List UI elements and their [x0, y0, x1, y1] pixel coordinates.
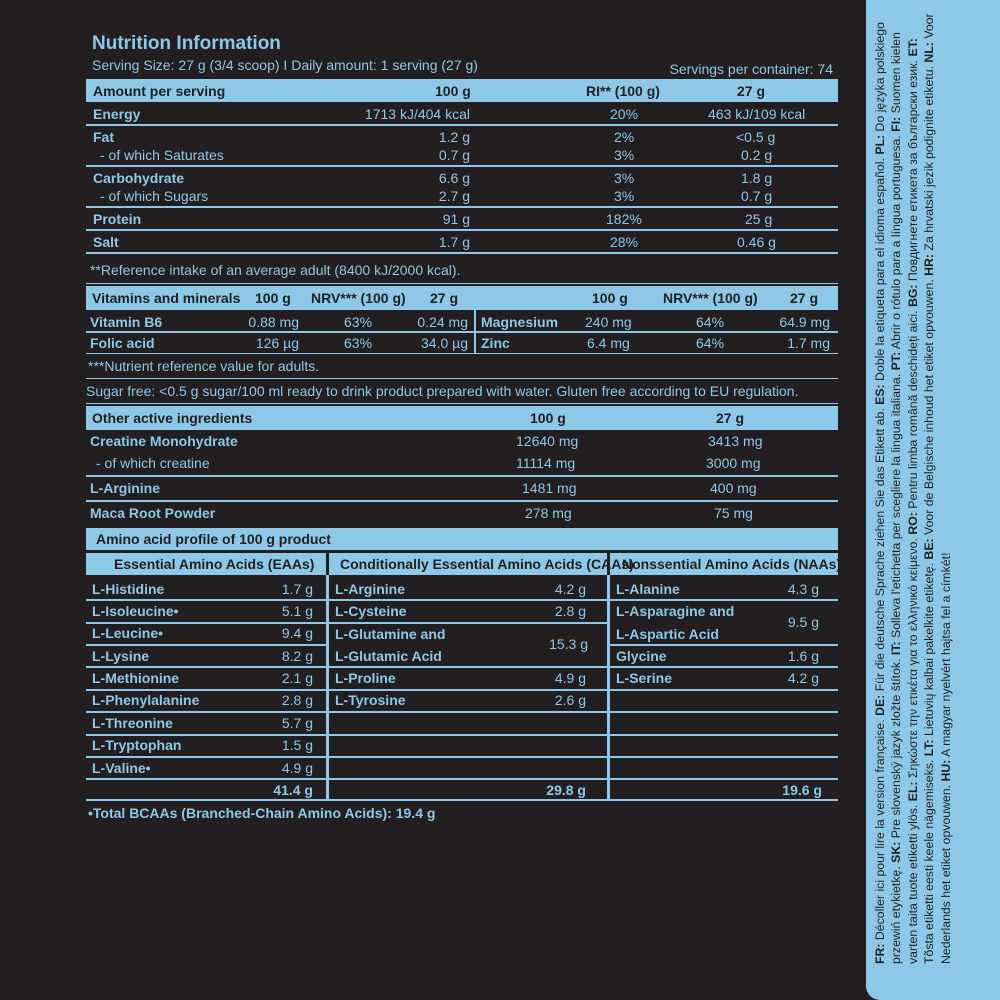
- caa-name: L-Glutamine and: [335, 626, 446, 642]
- lang-text: Pre slovenský jazyk zložte štítok.: [889, 658, 904, 839]
- caa-name: L-Cysteine: [335, 603, 407, 619]
- divider: [610, 689, 838, 691]
- eaa-name: L-Threonine: [92, 715, 173, 731]
- eaa-name: L-Methionine: [92, 670, 180, 686]
- carbohydrate-100g: 6.6 g: [438, 170, 470, 186]
- divider: [86, 644, 326, 646]
- lang-code: ES:: [873, 384, 887, 405]
- zinc-100g: 6.4 mg: [587, 335, 630, 351]
- energy-100g: 1713 kJ/404 kcal: [364, 106, 470, 122]
- creatine-sub-100g: 11114 mg: [516, 455, 576, 471]
- zinc-27g: 1.7 mg: [787, 335, 830, 351]
- saturates-27g: 0.2 g: [741, 147, 773, 163]
- divider: [86, 778, 838, 780]
- nutrient-protein: Protein: [93, 211, 142, 227]
- saturates-100g: 0.7 g: [438, 147, 470, 163]
- divider: [329, 599, 607, 601]
- eaa-name: L-Leucine•: [92, 625, 164, 641]
- creatine-name: Creatine Monohydrate: [90, 433, 238, 449]
- arginine-27g: 400 mg: [710, 480, 757, 496]
- lang-text: Solleva l'etichetta per scegliere la lingua italiana.: [889, 373, 904, 638]
- lang-code: EL:: [905, 781, 920, 802]
- divider: [86, 666, 326, 668]
- lang-text: Повдигнете етикета за български език.: [905, 59, 920, 282]
- eaa-value: 4.9 g: [281, 760, 313, 776]
- lang-code: HR:: [922, 253, 937, 276]
- lang-text: Lietuvių kalbai pakelkite etiketę.: [922, 562, 937, 736]
- magnesium-name: Magnesium: [481, 314, 559, 330]
- caa-total: 29.8 g: [546, 782, 586, 798]
- divider: [86, 124, 838, 126]
- vitamin-b6-27g: 0.24 mg: [417, 314, 468, 330]
- lang-text: Suomen kielen varten taita tuote etiketti ylös.: [889, 32, 920, 964]
- naa-name: L-Asparagine and: [616, 603, 735, 619]
- eaa-name: L-Lysine: [92, 648, 150, 664]
- zinc-nrv: 64%: [696, 335, 725, 351]
- caa-name: L-Proline: [335, 670, 396, 686]
- divider: [86, 475, 838, 477]
- eaa-name: L-Tryptophan: [92, 737, 182, 753]
- vitamins-header-100g: 100 g: [255, 290, 291, 306]
- caa-value: 2.6 g: [554, 692, 586, 708]
- protein-100g: 91 g: [442, 211, 470, 227]
- nutrient-energy: Energy: [93, 106, 141, 122]
- maca-name: Maca Root Powder: [90, 505, 216, 521]
- lang-text: Za hrvatski jezik podignite etiketu.: [922, 66, 937, 251]
- divider: [86, 378, 838, 379]
- nutrition-header-27g: 27 g: [737, 83, 766, 99]
- divider: [86, 599, 326, 601]
- sugars-27g: 0.7 g: [741, 188, 773, 204]
- energy-27g: 463 kJ/109 kcal: [708, 106, 806, 122]
- divider: [86, 711, 326, 713]
- divider: [329, 756, 607, 758]
- divider: [86, 403, 838, 404]
- divider: [86, 689, 326, 691]
- lang-code: PT:: [889, 351, 904, 371]
- naa-name: L-Aspartic Acid: [616, 626, 719, 642]
- vitamins-header-nrv: NRV*** (100 g): [311, 290, 406, 306]
- divider: [86, 353, 838, 354]
- fat-ri: 2%: [614, 129, 635, 145]
- vitamin-b6-nrv: 63%: [344, 314, 373, 330]
- saturates-ri: 3%: [614, 147, 635, 163]
- peel-instructions: [866, 0, 1000, 1000]
- page-title: Nutrition Information: [92, 33, 281, 54]
- divider: [610, 644, 838, 646]
- carbohydrate-ri: 3%: [614, 170, 635, 186]
- divider: [329, 666, 607, 668]
- lang-code: SK:: [889, 841, 904, 863]
- lang-code: NL:: [922, 42, 937, 63]
- caa-value: 2.8 g: [554, 603, 586, 619]
- nutrient-salt: Salt: [93, 234, 119, 250]
- bcaa-note: •Total BCAAs (Branched-Chain Amino Acids): 19.4 g: [88, 805, 436, 821]
- naa-value: 4.2 g: [787, 670, 819, 686]
- eaa-value: 9.4 g: [281, 625, 313, 641]
- eaa-value: 1.7 g: [281, 581, 313, 597]
- sugars-100g: 2.7 g: [438, 188, 470, 204]
- active-header-name: Other active ingredients: [92, 410, 253, 426]
- nutrition-header-amount: Amount per serving: [93, 83, 226, 99]
- lang-code: BE:: [922, 538, 937, 560]
- creatine-sub-27g: 3000 mg: [706, 455, 761, 471]
- arginine-100g: 1481 mg: [522, 480, 577, 496]
- eaa-name: L-Histidine: [92, 581, 165, 597]
- lang-code: BG:: [905, 284, 920, 308]
- active-header-27g: 27 g: [716, 410, 745, 426]
- divider: [329, 711, 607, 713]
- minerals-header-nrv: NRV*** (100 g): [663, 290, 758, 306]
- lang-text: Doble la etiqueta para el idioma español.: [873, 158, 887, 381]
- caa-header: Conditionally Essential Amino Acids (CAAs): [340, 556, 634, 572]
- minerals-header-27g: 27 g: [790, 290, 819, 306]
- folic-acid-name: Folic acid: [90, 335, 155, 351]
- lang-text: Σηκώστε την ετικέτα για το ελληνικό κείμενο.: [905, 538, 920, 779]
- minerals-header-100g: 100 g: [592, 290, 628, 306]
- lang-code: LT:: [922, 739, 937, 757]
- zinc-name: Zinc: [481, 335, 510, 351]
- eaa-value: 1.5 g: [281, 737, 313, 753]
- magnesium-nrv: 64%: [696, 314, 725, 330]
- naa-name: Glycine: [616, 648, 667, 664]
- energy-ri: 20%: [610, 106, 639, 122]
- caa-name: L-Arginine: [335, 581, 405, 597]
- divider: [86, 229, 838, 231]
- divider: [86, 799, 838, 801]
- divider: [326, 575, 329, 799]
- creatine-27g: 3413 mg: [708, 433, 763, 449]
- naa-value: 9.5 g: [787, 614, 819, 630]
- eaa-value: 5.1 g: [281, 603, 313, 619]
- lang-code: ET:: [905, 38, 920, 57]
- lang-code: IT:: [889, 641, 904, 656]
- eaa-name: L-Phenylalanine: [92, 692, 200, 708]
- creatine-sub-name: - of which creatine: [96, 455, 210, 471]
- lang-text: Abrir o rótulo para a língua portuguesa.: [889, 135, 904, 350]
- vitamins-header-name: Vitamins and minerals: [92, 290, 241, 306]
- lang-code: DE:: [873, 694, 887, 716]
- caa-value: 4.2 g: [554, 581, 586, 597]
- divider: [86, 206, 838, 208]
- caa-value: 15.3 g: [549, 636, 588, 652]
- divider: [610, 756, 838, 758]
- serving-size: Serving Size: 27 g (3/4 scoop) I Daily amount: 1 serving (27 g): [92, 57, 478, 73]
- divider: [86, 283, 838, 284]
- eaa-value: 2.1 g: [281, 670, 313, 686]
- eaa-total: 41.4 g: [273, 782, 313, 798]
- vitamin-b6-100g: 0.88 mg: [248, 314, 299, 330]
- nutrition-header-ri: RI** (100 g): [586, 83, 660, 99]
- lang-code: PL:: [873, 134, 887, 155]
- eaa-value: 2.8 g: [281, 692, 313, 708]
- caa-name: L-Glutamic Acid: [335, 648, 442, 664]
- eaa-value: 8.2 g: [281, 648, 313, 664]
- eaa-name: L-Valine•: [92, 760, 151, 776]
- carbohydrate-27g: 1.8 g: [741, 170, 773, 186]
- lang-text: Voor de Belgische inhoud het etiket opvouwen.: [922, 279, 937, 535]
- divider: [86, 252, 838, 254]
- naa-value: 4.3 g: [787, 581, 819, 597]
- protein-27g: 25 g: [745, 211, 773, 227]
- divider: [610, 599, 838, 601]
- nutrient-sugars: - of which Sugars: [100, 188, 209, 204]
- divider: [610, 734, 838, 736]
- lang-text: A magyar nyelvért hajtsa fel a címkét!: [938, 552, 953, 757]
- eaa-value: 5.7 g: [281, 715, 313, 731]
- lang-text: Tõsta etiketti eesti keele nägemiseks.: [922, 759, 937, 964]
- salt-100g: 1.7 g: [438, 234, 470, 250]
- naa-value: 1.6 g: [787, 648, 819, 664]
- fat-100g: 1.2 g: [438, 129, 470, 145]
- naa-total: 19.6 g: [782, 782, 822, 798]
- nutrition-header-100g: 100 g: [435, 83, 471, 99]
- amino-title: Amino acid profile of 100 g product: [96, 531, 331, 547]
- divider: [86, 331, 838, 333]
- lang-text: Für die deutsche Sprache ziehen Sie das Etikett ab.: [873, 408, 887, 692]
- magnesium-100g: 240 mg: [585, 314, 632, 330]
- divider: [329, 622, 607, 624]
- lang-code: RO:: [905, 512, 920, 535]
- sugars-ri: 3%: [614, 188, 635, 204]
- lang-text: Décoller ici pour lire la version française.: [873, 719, 887, 941]
- divider: [86, 622, 326, 624]
- magnesium-27g: 64.9 mg: [779, 314, 830, 330]
- maca-100g: 278 mg: [525, 505, 572, 521]
- divider: [86, 756, 326, 758]
- naa-name: L-Serine: [616, 670, 673, 686]
- eaa-name: L-Isoleucine•: [92, 603, 179, 619]
- lang-text: Voor Nederlands het etiket opvouwen.: [922, 13, 953, 964]
- divider: [86, 165, 838, 167]
- nutrient-fat: Fat: [93, 129, 114, 145]
- divider: [329, 689, 607, 691]
- eaa-header: Essential Amino Acids (EAAs): [114, 556, 315, 572]
- creatine-100g: 12640 mg: [516, 433, 579, 449]
- caa-name: L-Tyrosine: [335, 692, 406, 708]
- divider: [86, 734, 326, 736]
- divider: [610, 711, 838, 713]
- maca-27g: 75 mg: [714, 505, 753, 521]
- divider: [329, 734, 607, 736]
- arginine-name: L-Arginine: [90, 480, 160, 496]
- folic-acid-nrv: 63%: [344, 335, 373, 351]
- folic-acid-27g: 34.0 µg: [421, 335, 468, 351]
- salt-ri: 28%: [610, 234, 639, 250]
- active-header-100g: 100 g: [530, 410, 566, 426]
- lang-code: HU:: [938, 759, 953, 782]
- nutrient-saturates: - of which Saturates: [100, 147, 224, 163]
- lang-text: Pentru limba română deschideți aici.: [905, 310, 920, 509]
- fat-27g: <0.5 g: [736, 129, 776, 145]
- naa-header: Nonssential Amino Acids (NAAs): [622, 556, 842, 572]
- ri-footnote: **Reference intake of an average adult (8400 kJ/2000 kcal).: [90, 262, 461, 278]
- vitamin-b6-name: Vitamin B6: [90, 314, 163, 330]
- naa-name: L-Alanine: [616, 581, 680, 597]
- caa-value: 4.9 g: [554, 670, 586, 686]
- folic-acid-100g: 126 µg: [255, 335, 299, 351]
- divider: [610, 666, 838, 668]
- lang-code: FI:: [889, 116, 904, 132]
- protein-ri: 182%: [606, 211, 642, 227]
- nutrient-carbohydrate: Carbohydrate: [93, 170, 185, 186]
- lang-text: Do języka polskiego przewiń etykietkę.: [873, 22, 904, 964]
- sugar-free-note: Sugar free: <0.5 g sugar/100 ml ready to drink product prepared with water. Gluten free according to EU regulation.: [86, 383, 799, 399]
- divider: [607, 575, 610, 799]
- divider: [86, 500, 838, 502]
- vitamins-header-27g: 27 g: [430, 290, 459, 306]
- salt-27g: 0.46 g: [737, 234, 776, 250]
- nrv-footnote: ***Nutrient reference value for adults.: [88, 358, 320, 374]
- servings-per-container: Servings per container: 74: [669, 61, 833, 77]
- lang-code: FR:: [873, 943, 887, 964]
